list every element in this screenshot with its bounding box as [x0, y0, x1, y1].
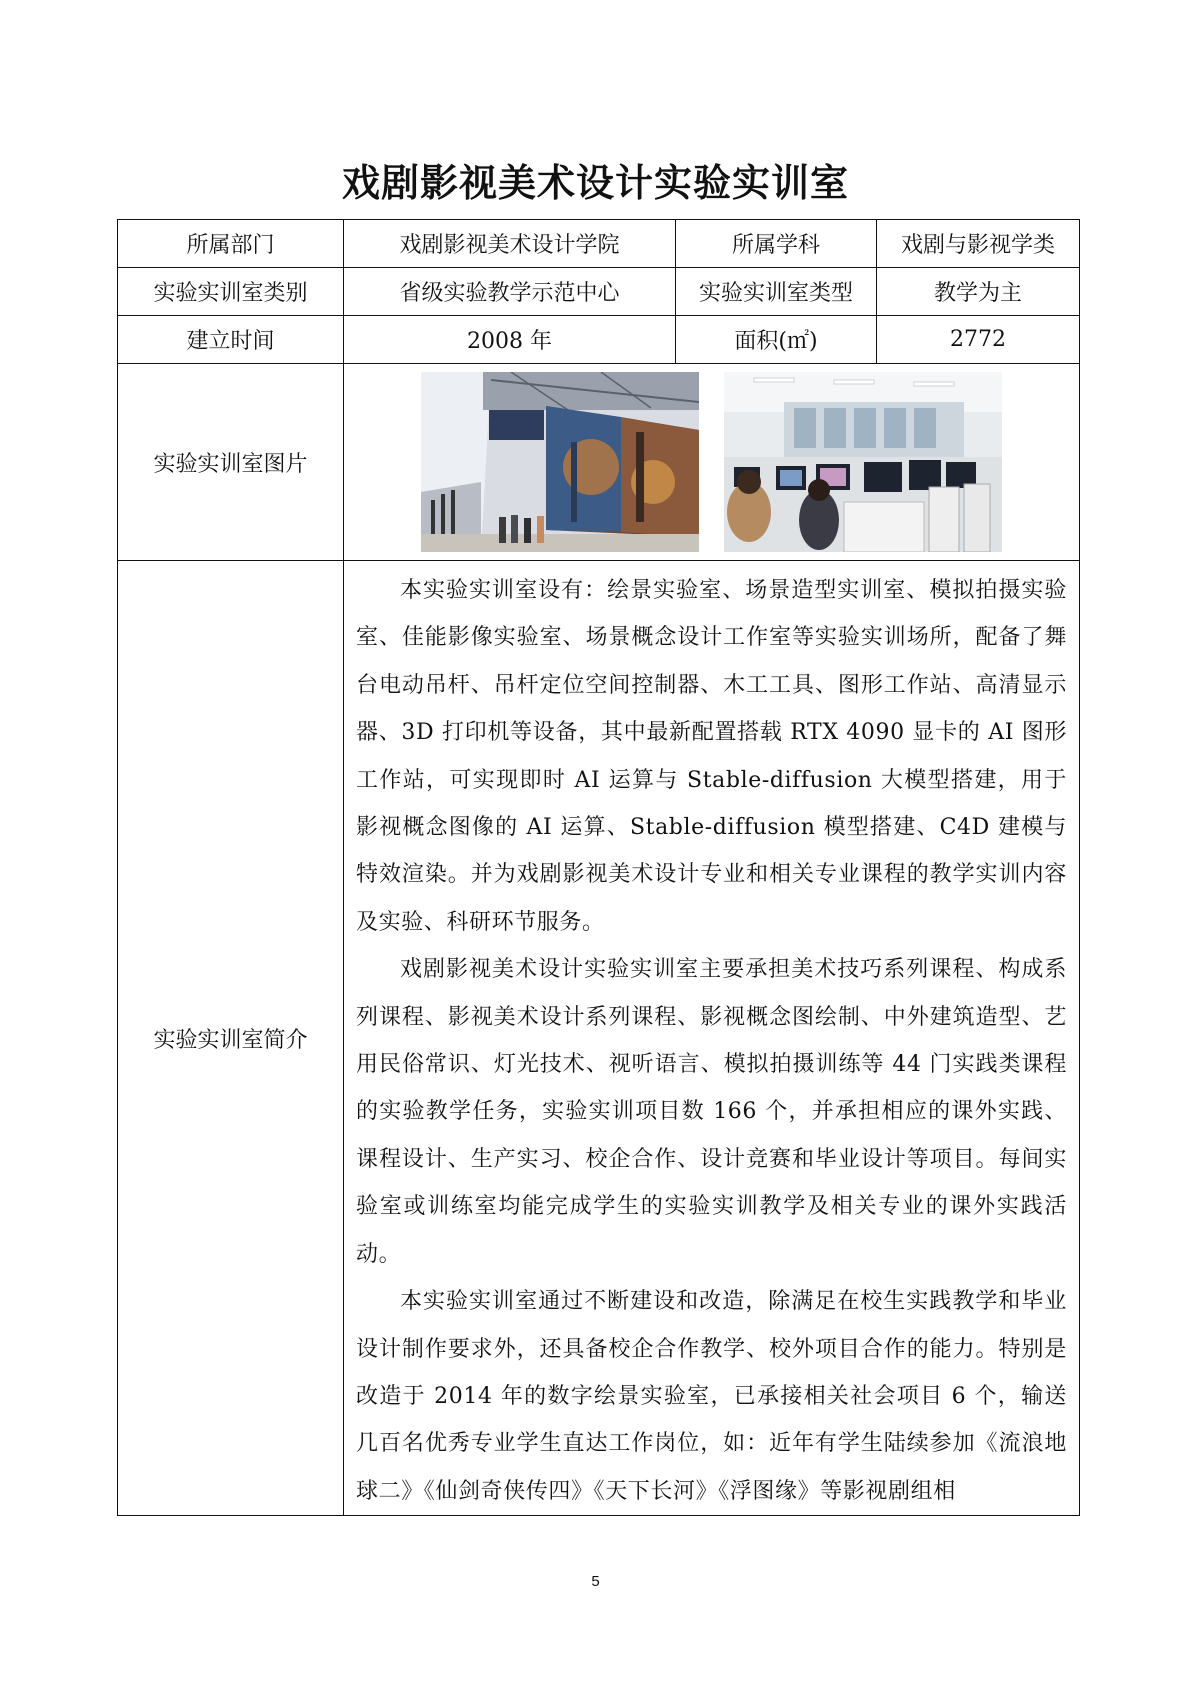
label-lab-type: 实验实训室类型	[676, 268, 877, 316]
photos-cell	[344, 364, 1080, 561]
page-title: 戏剧影视美术设计实验实训室	[341, 161, 849, 205]
label-area: 面积(㎡)	[676, 316, 877, 364]
label-established: 建立时间	[118, 316, 344, 364]
value-discipline: 戏剧与影视学类	[877, 220, 1080, 268]
table-row-category	[118, 268, 1080, 316]
value-department: 戏剧影视美术设计学院	[344, 220, 676, 268]
label-photos: 实验实训室图片	[118, 364, 344, 561]
intro-paragraph-3: 本实验实训室通过不断建设和改造，除满足在校生实践教学和毕业设计制作要求外，还具备校企合作教学、校外项目合作的能力。特别是改造于 2014 年的数字绘景实验室，已承接相关社会项目 6 个，输送几百名优秀专业学生直达工作岗位，如：近年有学生陆续参加《流浪地球二》《仙剑奇侠传四》《天下长河》《浮图缘》等影视剧组相	[356, 1289, 1067, 1504]
page-number: 5	[591, 1573, 600, 1590]
label-department: 所属部门	[118, 220, 344, 268]
value-area: 2772	[877, 316, 1080, 364]
table-row-established	[118, 316, 1080, 364]
value-lab-category: 省级实验教学示范中心	[344, 268, 676, 316]
intro-text	[344, 561, 1079, 1515]
intro-paragraph-1: 本实验实训室设有：绘景实验室、场景造型实训室、模拟拍摄实验室、佳能影像实验室、场景概念设计工作室等实验实训场所，配备了舞台电动吊杆、吊杆定位空间控制器、木工工具、图形工作站、高清显示器、3D 打印机等设备，其中最新配置搭载 RTX 4090 显卡的 AI 图形工作站，可实现即时 AI 运算与 Stable-diffusion 大模型搭建，用于影视概念图像的 AI 运算、Stable-diffusion 模型搭建、C4D 建模与特效渲染。并为戏剧影视美术设计专业和相关专业课程的教学实训内容及实验、科研环节服务。	[356, 578, 1067, 935]
photo-computer-lab	[724, 372, 1002, 552]
lab-info-table	[117, 219, 1080, 1516]
table-row-photos	[118, 364, 1080, 561]
intro-paragraph-2: 戏剧影视美术设计实验实训室主要承担美术技巧系列课程、构成系列课程、影视美术设计系列课程、影视概念图绘制、中外建筑造型、艺用民俗常识、灯光技术、视听语言、模拟拍摄训练等 44 门实践类课程的实验教学任务，实验实训项目数 166 个，并承担相应的课外实践、课程设计、生产实习、校企合作、设计竞赛和毕业设计等项目。每间实验室或训练室均能完成学生的实验实训教学及相关专业的课外实践活动。	[356, 957, 1067, 1267]
table-row-department	[118, 220, 1080, 268]
label-lab-category: 实验实训室类别	[118, 268, 344, 316]
label-discipline: 所属学科	[676, 220, 877, 268]
table-row-intro	[118, 561, 1080, 1516]
intro-cell	[344, 561, 1080, 1516]
label-intro: 实验实训室简介	[118, 561, 344, 1516]
value-lab-type: 教学为主	[877, 268, 1080, 316]
photo-painting-studio	[421, 372, 699, 552]
value-established: 2008 年	[344, 316, 676, 364]
photo-gallery	[344, 372, 1079, 552]
